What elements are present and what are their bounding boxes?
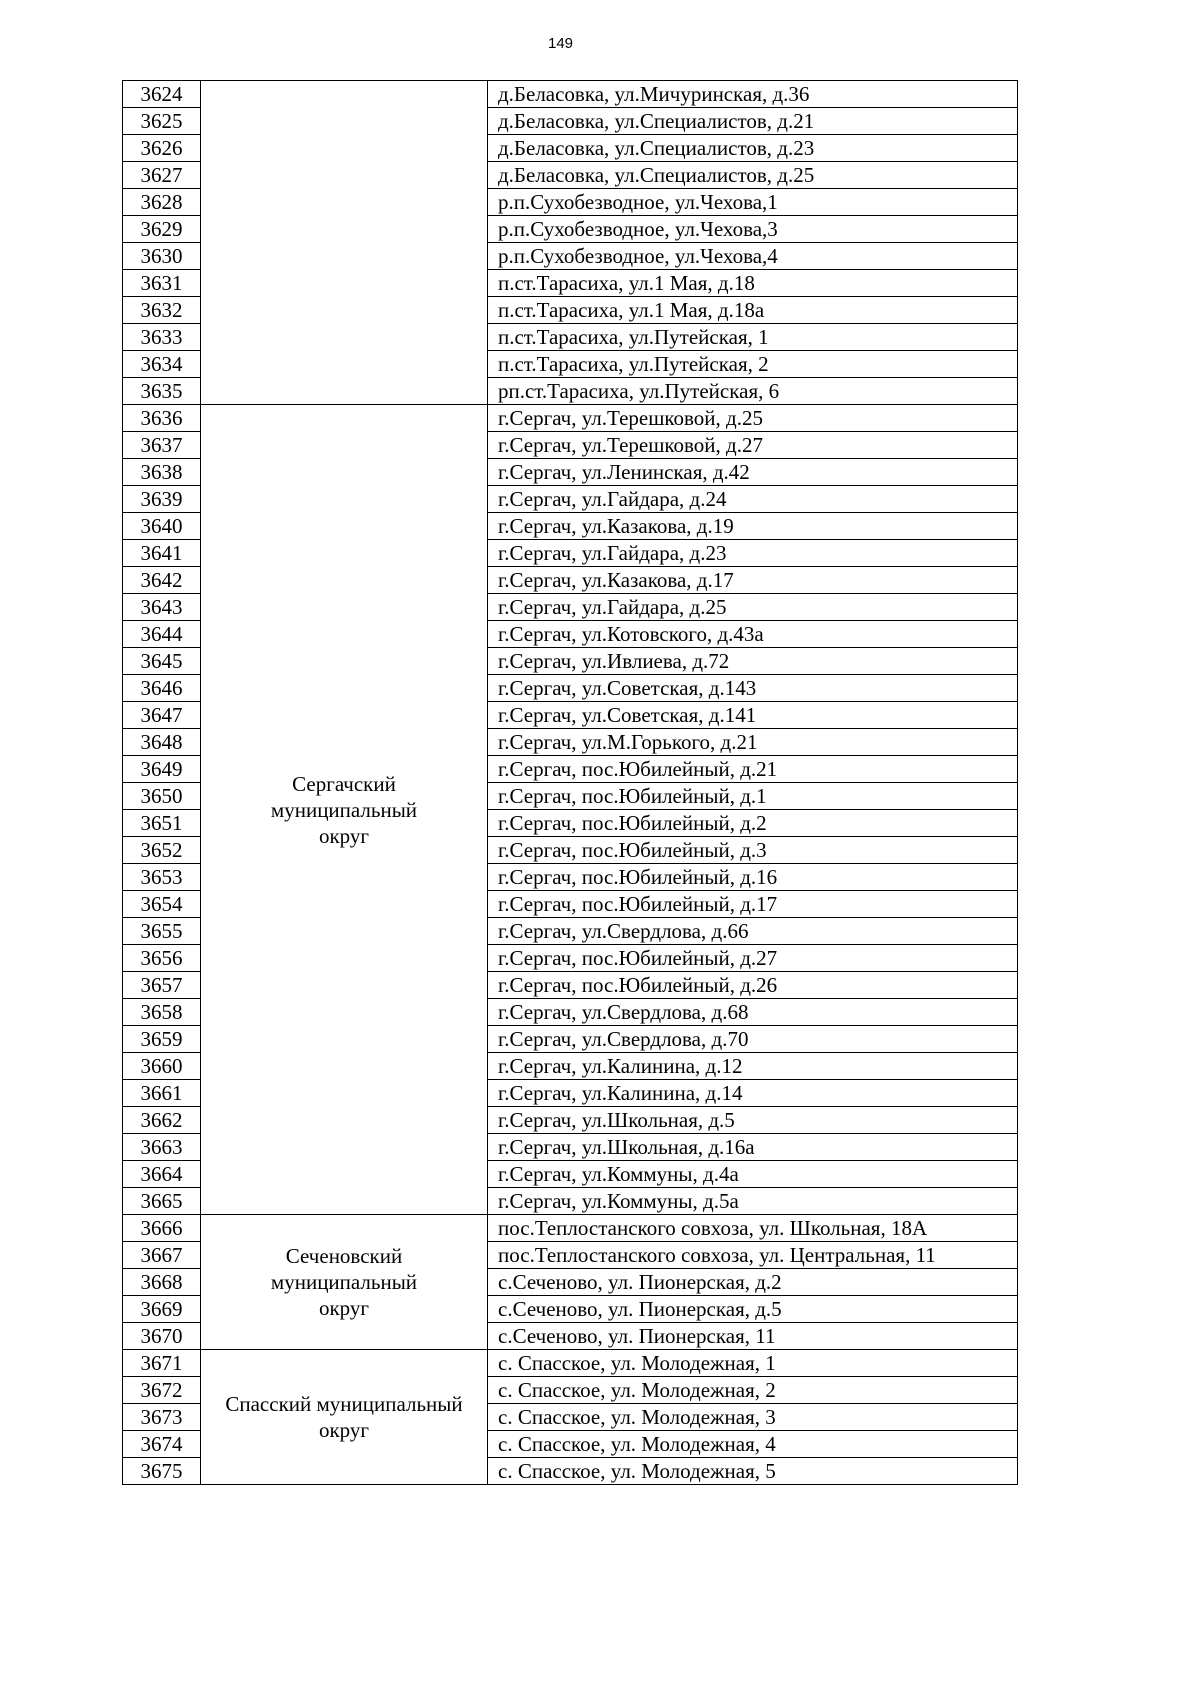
row-number: 3653 — [123, 864, 201, 891]
address-cell: г.Сергач, ул.Казакова, д.19 — [488, 513, 1018, 540]
address-cell: г.Сергач, ул.Терешковой, д.27 — [488, 432, 1018, 459]
row-number: 3636 — [123, 405, 201, 432]
row-number: 3669 — [123, 1296, 201, 1323]
table-row — [123, 1215, 1018, 1242]
row-number: 3631 — [123, 270, 201, 297]
address-table-body — [123, 81, 1018, 1485]
row-number: 3627 — [123, 162, 201, 189]
row-number: 3665 — [123, 1188, 201, 1215]
row-number: 3637 — [123, 432, 201, 459]
row-number: 3647 — [123, 702, 201, 729]
address-cell: с. Спасское, ул. Молодежная, 1 — [488, 1350, 1018, 1377]
address-cell: г.Сергач, пос.Юбилейный, д.26 — [488, 972, 1018, 999]
address-cell: г.Сергач, ул.Терешковой, д.25 — [488, 405, 1018, 432]
row-number: 3638 — [123, 459, 201, 486]
page-number: 149 — [547, 35, 574, 52]
row-number: 3634 — [123, 351, 201, 378]
row-number: 3626 — [123, 135, 201, 162]
row-number: 3675 — [123, 1458, 201, 1485]
address-cell: г.Сергач, ул.Гайдара, д.23 — [488, 540, 1018, 567]
row-number: 3640 — [123, 513, 201, 540]
row-number: 3664 — [123, 1161, 201, 1188]
row-number: 3651 — [123, 810, 201, 837]
address-cell: д.Беласовка, ул.Специалистов, д.21 — [488, 108, 1018, 135]
address-cell: г.Сергач, пос.Юбилейный, д.3 — [488, 837, 1018, 864]
address-cell: г.Сергач, ул.Казакова, д.17 — [488, 567, 1018, 594]
row-number: 3672 — [123, 1377, 201, 1404]
row-number: 3649 — [123, 756, 201, 783]
address-cell: г.Сергач, ул.Школьная, д.16а — [488, 1134, 1018, 1161]
address-table — [122, 80, 1018, 1485]
address-cell: г.Сергач, ул.Коммуны, д.4а — [488, 1161, 1018, 1188]
address-cell: г.Сергач, ул.М.Горького, д.21 — [488, 729, 1018, 756]
address-cell: пос.Теплостанского совхоза, ул. Школьная, 18А — [488, 1215, 1018, 1242]
row-number: 3642 — [123, 567, 201, 594]
row-number: 3643 — [123, 594, 201, 621]
row-number: 3661 — [123, 1080, 201, 1107]
row-number: 3673 — [123, 1404, 201, 1431]
row-number: 3658 — [123, 999, 201, 1026]
address-cell: г.Сергач, ул.Ивлиева, д.72 — [488, 648, 1018, 675]
table-row — [123, 1350, 1018, 1377]
district-name: Сергачский муниципальный округ — [270, 771, 418, 848]
row-number: 3667 — [123, 1242, 201, 1269]
row-number: 3633 — [123, 324, 201, 351]
address-cell: г.Сергач, ул.Калинина, д.14 — [488, 1080, 1018, 1107]
address-cell: с. Спасское, ул. Молодежная, 5 — [488, 1458, 1018, 1485]
row-number: 3655 — [123, 918, 201, 945]
address-cell: г.Сергач, ул.Котовского, д.43а — [488, 621, 1018, 648]
row-number: 3660 — [123, 1053, 201, 1080]
row-number: 3652 — [123, 837, 201, 864]
address-cell: д.Беласовка, ул.Специалистов, д.25 — [488, 162, 1018, 189]
row-number: 3632 — [123, 297, 201, 324]
address-cell: п.ст.Тарасиха, ул.1 Мая, д.18а — [488, 297, 1018, 324]
address-cell: г.Сергач, ул.Школьная, д.5 — [488, 1107, 1018, 1134]
row-number: 3646 — [123, 675, 201, 702]
address-cell: с.Сеченово, ул. Пионерская, д.5 — [488, 1296, 1018, 1323]
address-cell: г.Сергач, ул.Гайдара, д.24 — [488, 486, 1018, 513]
address-cell: г.Сергач, ул.Гайдара, д.25 — [488, 594, 1018, 621]
address-cell: с. Спасское, ул. Молодежная, 2 — [488, 1377, 1018, 1404]
row-number: 3670 — [123, 1323, 201, 1350]
row-number: 3629 — [123, 216, 201, 243]
address-cell: с.Сеченово, ул. Пионерская, 11 — [488, 1323, 1018, 1350]
address-cell: рп.ст.Тарасиха, ул.Путейская, 6 — [488, 378, 1018, 405]
address-cell: р.п.Сухобезводное, ул.Чехова,4 — [488, 243, 1018, 270]
address-cell: г.Сергач, ул.Советская, д.143 — [488, 675, 1018, 702]
address-cell: д.Беласовка, ул.Мичуринская, д.36 — [488, 81, 1018, 108]
row-number: 3644 — [123, 621, 201, 648]
address-cell: г.Сергач, пос.Юбилейный, д.27 — [488, 945, 1018, 972]
address-cell: пос.Теплостанского совхоза, ул. Центральная, 11 — [488, 1242, 1018, 1269]
row-number: 3671 — [123, 1350, 201, 1377]
district-name: Спасский муниципальный округ — [225, 1392, 463, 1442]
district-cell — [201, 405, 488, 1215]
row-number: 3648 — [123, 729, 201, 756]
address-cell: п.ст.Тарасиха, ул.Путейская, 2 — [488, 351, 1018, 378]
address-cell: р.п.Сухобезводное, ул.Чехова,3 — [488, 216, 1018, 243]
address-cell: п.ст.Тарасиха, ул.1 Мая, д.18 — [488, 270, 1018, 297]
table-row — [123, 405, 1018, 432]
row-number: 3641 — [123, 540, 201, 567]
row-number: 3657 — [123, 972, 201, 999]
row-number: 3650 — [123, 783, 201, 810]
address-cell: р.п.Сухобезводное, ул.Чехова,1 — [488, 189, 1018, 216]
row-number: 3654 — [123, 891, 201, 918]
address-cell: с.Сеченово, ул. Пионерская, д.2 — [488, 1269, 1018, 1296]
row-number: 3662 — [123, 1107, 201, 1134]
address-cell: с. Спасское, ул. Молодежная, 4 — [488, 1431, 1018, 1458]
row-number: 3639 — [123, 486, 201, 513]
row-number: 3659 — [123, 1026, 201, 1053]
address-cell: г.Сергач, ул.Свердлова, д.70 — [488, 1026, 1018, 1053]
row-number: 3630 — [123, 243, 201, 270]
address-cell: г.Сергач, ул.Свердлова, д.66 — [488, 918, 1018, 945]
address-cell: с. Спасское, ул. Молодежная, 3 — [488, 1404, 1018, 1431]
address-cell: г.Сергач, пос.Юбилейный, д.21 — [488, 756, 1018, 783]
address-cell: г.Сергач, пос.Юбилейный, д.16 — [488, 864, 1018, 891]
address-cell: г.Сергач, пос.Юбилейный, д.1 — [488, 783, 1018, 810]
address-cell: г.Сергач, ул.Коммуны, д.5а — [488, 1188, 1018, 1215]
row-number: 3663 — [123, 1134, 201, 1161]
address-cell: г.Сергач, ул.Советская, д.141 — [488, 702, 1018, 729]
row-number: 3668 — [123, 1269, 201, 1296]
address-cell: г.Сергач, ул.Свердлова, д.68 — [488, 999, 1018, 1026]
table-row — [123, 81, 1018, 108]
row-number: 3624 — [123, 81, 201, 108]
district-cell — [201, 81, 488, 405]
address-cell: г.Сергач, ул.Ленинская, д.42 — [488, 459, 1018, 486]
district-cell — [201, 1350, 488, 1485]
row-number: 3628 — [123, 189, 201, 216]
row-number: 3635 — [123, 378, 201, 405]
address-cell: п.ст.Тарасиха, ул.Путейская, 1 — [488, 324, 1018, 351]
district-name: Сеченовский муниципальный округ — [270, 1244, 418, 1320]
district-cell — [201, 1215, 488, 1350]
row-number: 3625 — [123, 108, 201, 135]
row-number: 3666 — [123, 1215, 201, 1242]
address-cell: д.Беласовка, ул.Специалистов, д.23 — [488, 135, 1018, 162]
address-cell: г.Сергач, ул.Калинина, д.12 — [488, 1053, 1018, 1080]
address-cell: г.Сергач, пос.Юбилейный, д.2 — [488, 810, 1018, 837]
address-cell: г.Сергач, пос.Юбилейный, д.17 — [488, 891, 1018, 918]
row-number: 3674 — [123, 1431, 201, 1458]
row-number: 3656 — [123, 945, 201, 972]
row-number: 3645 — [123, 648, 201, 675]
